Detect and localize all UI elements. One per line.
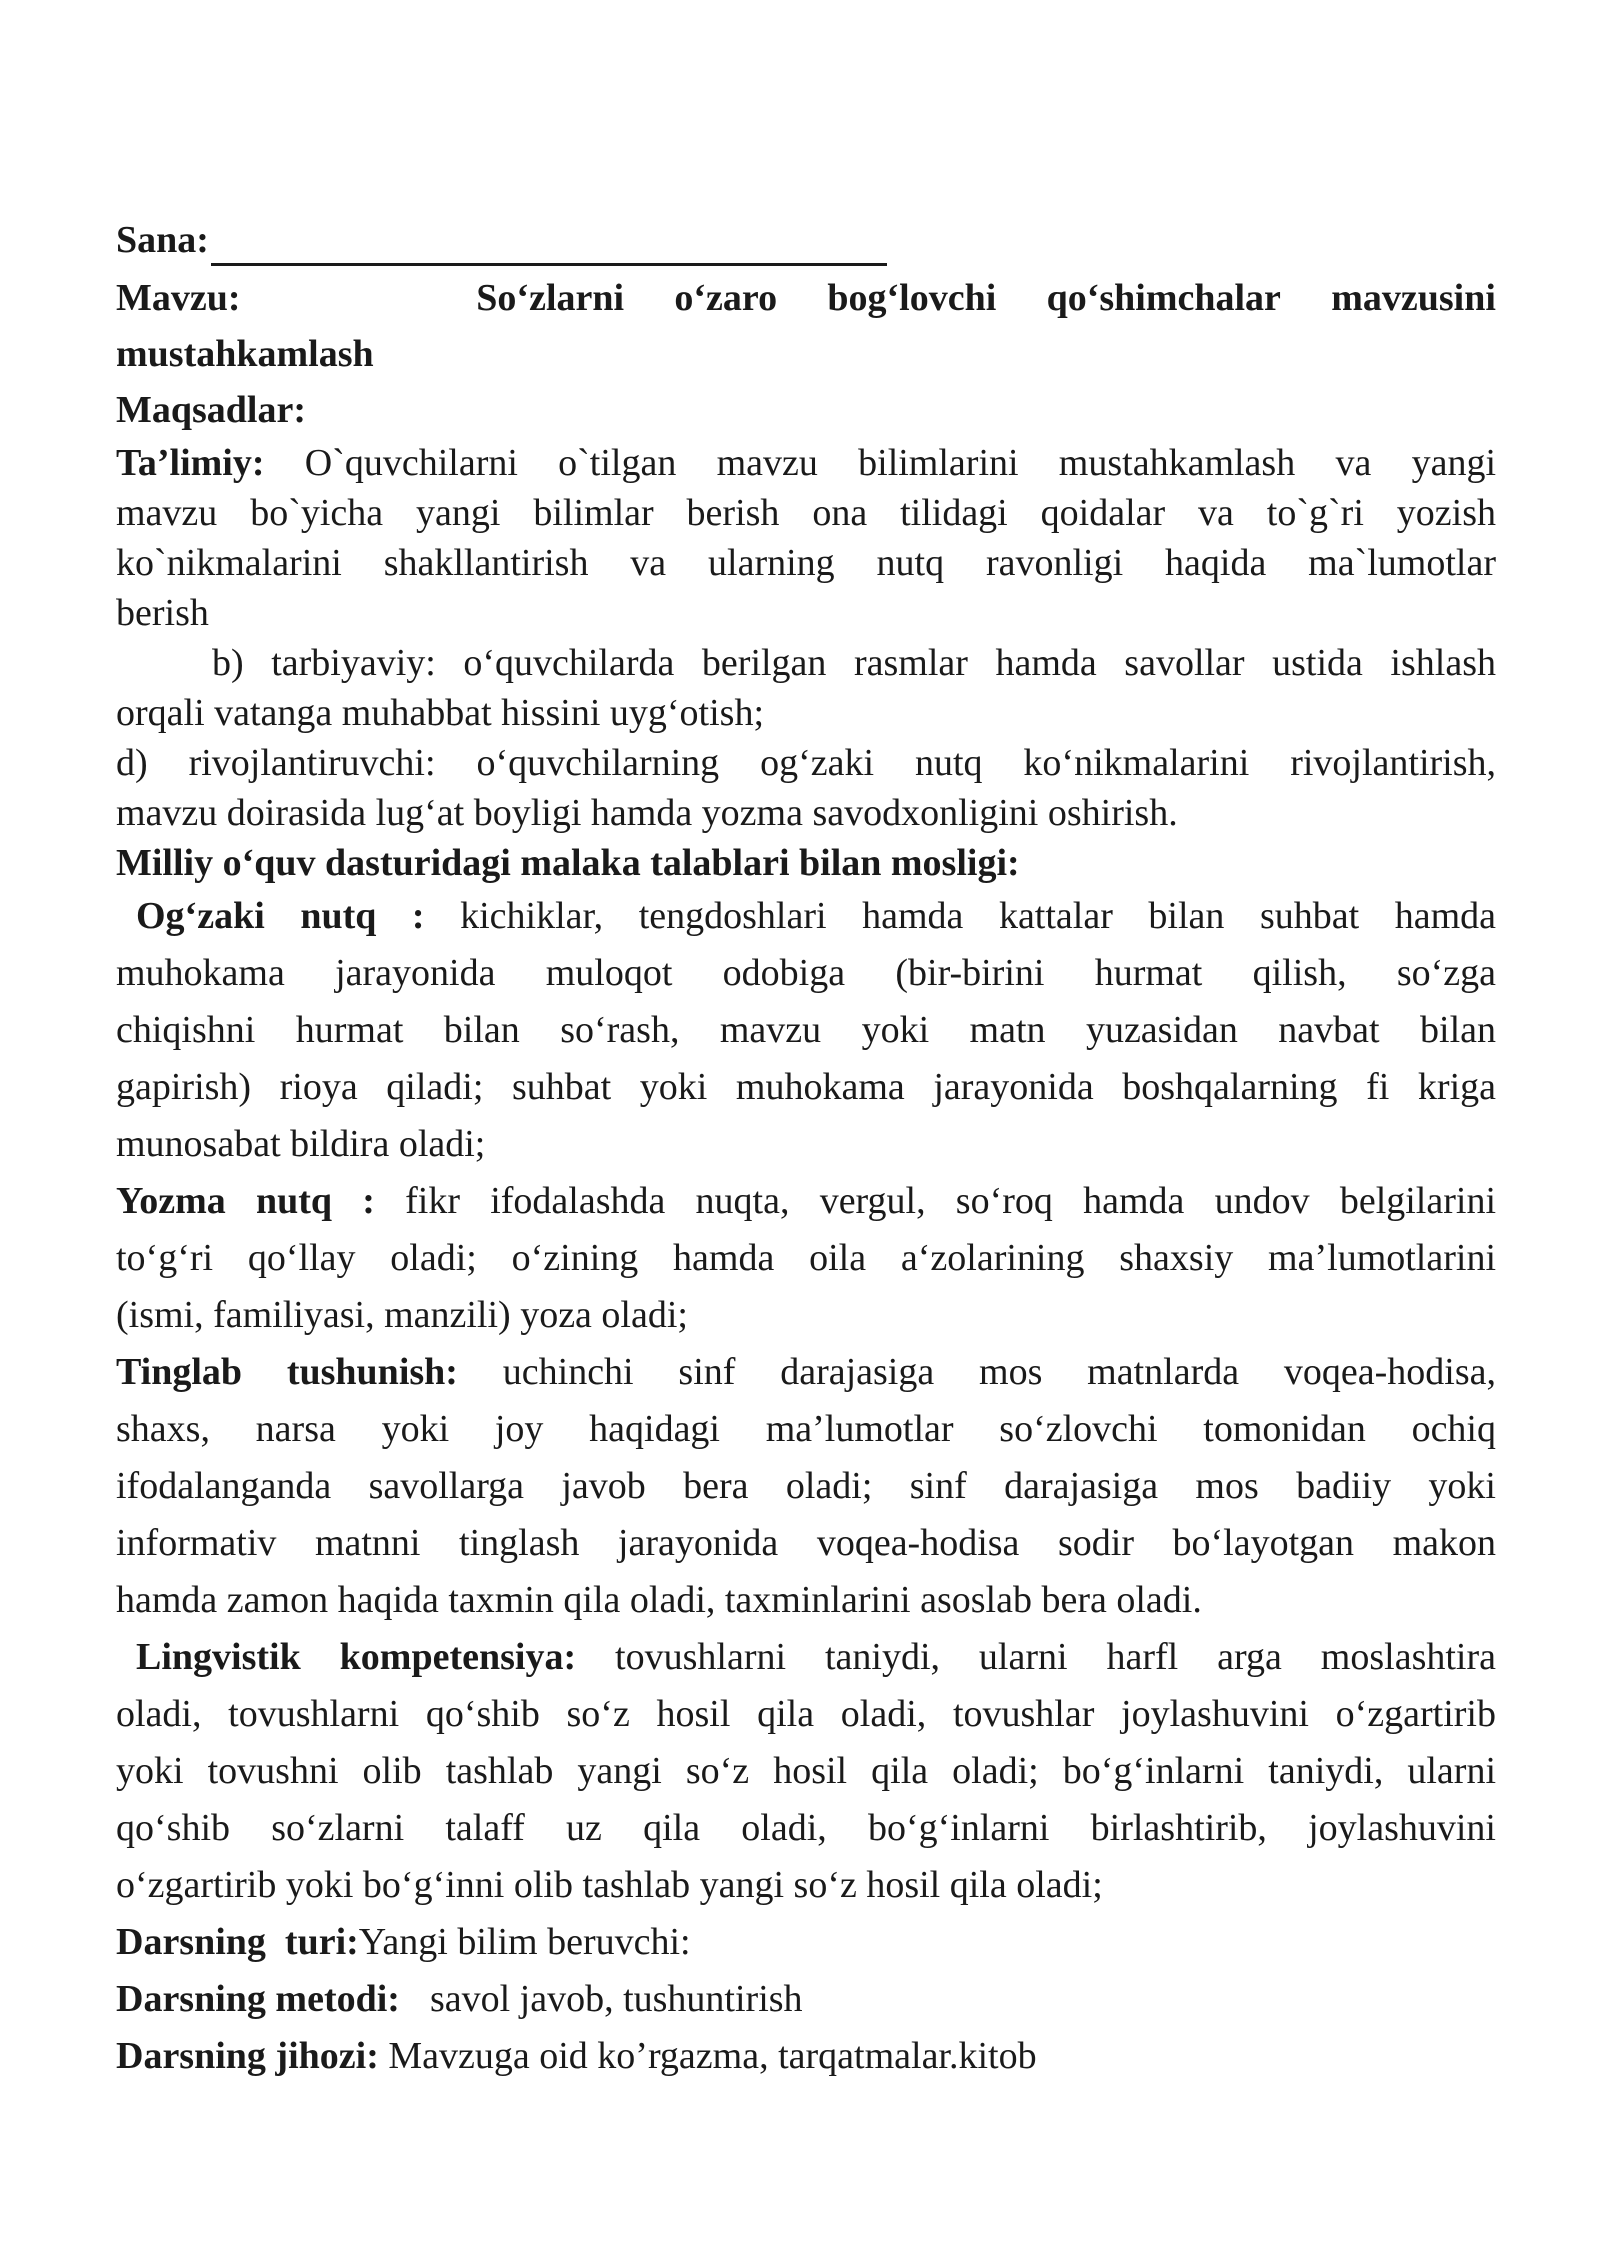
text-line: oladi, tovushlarni qo‘shib so‘z hosil qila oladi, tovushlar joylashuvini o‘zgartirib	[116, 1693, 1496, 1735]
text-line: to‘g‘ri qo‘llay oladi; o‘zining hamda oila a‘zolarining shaxsiy ma’lumotlarini	[116, 1237, 1496, 1279]
topic-word: bog‘lovchi	[827, 277, 997, 319]
text-line	[116, 438, 1496, 488]
linguistic-section	[116, 1629, 1496, 1914]
text-line	[116, 1173, 1496, 1230]
text-line: informativ matnni tinglash jarayonida voqea-hodisa sodir bo‘layotgan makon	[116, 1522, 1496, 1564]
text-line: (ismi, familiyasi, manzili) yoza oladi;	[116, 1294, 688, 1336]
date-blank-line	[211, 225, 887, 266]
listening-section	[116, 1344, 1496, 1629]
upbringing-goal	[116, 638, 1496, 738]
oral-speech-label: Og‘zaki nutq :	[136, 895, 425, 937]
text-line: shaxs, narsa yoki joy haqidagi ma’lumotlar so‘zlovchi tomonidan ochiq	[116, 1408, 1496, 1450]
text-line: muhokama jarayonida muloqot odobiga (bir-birini hurmat qilish, so‘zga	[116, 952, 1496, 994]
topic-word: So‘zlarni	[476, 277, 625, 319]
text-line: ifodalanganda savollarga javob bera oladi; sinf darajasiga mos badiiy yoki	[116, 1465, 1496, 1507]
linguistic-label: Lingvistik kompetensiya:	[136, 1636, 577, 1678]
topic-continuation: mustahkamlash	[116, 333, 374, 375]
document-page	[116, 214, 1496, 2085]
goals-heading: Maqsadlar:	[116, 389, 306, 431]
topic-word: qo‘shimchalar	[1046, 277, 1281, 319]
lesson-equipment-label: Darsning jihozi:	[116, 2035, 379, 2077]
lesson-method-value: savol javob, tushuntirish	[429, 1978, 803, 2020]
text-line: yoki tovushni olib tashlab yangi so‘z hosil qila oladi; bo‘g‘inlarni taniydi, ularni	[116, 1750, 1496, 1792]
text-line: mavzu bo`yicha yangi bilimlar berish ona tilidagi qoidalar va to`g`ri yozish	[116, 492, 1496, 534]
written-speech-label: Yozma nutq :	[116, 1180, 375, 1222]
oral-speech-section	[116, 888, 1496, 1173]
text-line: gapirish) rioya qiladi; suhbat yoki muhokama jarayonida boshqalarning fi kriga	[116, 1066, 1496, 1108]
lesson-type-line	[116, 1914, 1496, 1971]
text-line: munosabat bildira oladi;	[116, 1123, 486, 1165]
text-line: hamda zamon haqida taxmin qila oladi, taxminlarini asoslab bera oladi.	[116, 1579, 1202, 1621]
lesson-equipment-line	[116, 2028, 1496, 2085]
text-line	[116, 1344, 1496, 1401]
text-span: tovushlarni taniydi, ularni harfl arga moslashtira	[615, 1636, 1496, 1678]
text-line: qo‘shib so‘zlarni talaff uz qila oladi, bo‘g‘inlarni birlashtirib, joylashuvini	[116, 1807, 1496, 1849]
text-line: mavzu doirasida lug‘at boyligi hamda yozma savodxonligini oshirish.	[116, 792, 1178, 834]
text-line: orqali vatanga muhabbat hissini uyg‘otish;	[116, 692, 765, 734]
lesson-type-label: Darsning turi:	[116, 1921, 359, 1963]
educational-goal	[116, 438, 1496, 638]
lesson-equipment-value: Mavzuga oid ko’rgazma, tarqatmalar.kitob	[388, 2035, 1037, 2077]
text-span: uchinchi sinf darajasiga mos matnlarda voqea-hodisa,	[502, 1351, 1497, 1393]
date-label: Sana:	[116, 219, 209, 261]
text-span: kichiklar, tengdoshlari hamda kattalar bilan suhbat hamda	[460, 895, 1496, 937]
text-line: berish	[116, 592, 209, 634]
date-line	[116, 214, 1496, 266]
text-line: ko`nikmalarini shakllantirish va ularning nutq ravonligi haqida ma`lumotlar	[116, 542, 1496, 584]
text-line: chiqishni hurmat bilan so‘rash, mavzu yoki matn yuzasidan navbat bilan	[116, 1009, 1496, 1051]
educational-label: Ta’limiy:	[116, 442, 265, 484]
text-line: b) tarbiyaviy: o‘quvchilarda berilgan rasmlar hamda savollar ustida ishlash	[212, 642, 1496, 684]
text-span: fikr ifodalashda nuqta, vergul, so‘roq hamda undov belgilarini	[405, 1180, 1496, 1222]
lesson-type-value: Yangi bilim beruvchi:	[358, 1921, 691, 1963]
text-line	[116, 1629, 1496, 1686]
topic-label: Mavzu:	[116, 277, 241, 319]
text-span: O`quvchilarni o`tilgan mavzu bilimlarini mustahkamlash va yangi	[304, 442, 1496, 484]
text-line	[116, 888, 1496, 945]
text-line: d) rivojlantiruvchi: o‘quvchilarning og‘zaki nutq ko‘nikmalarini rivojlantirish,	[116, 742, 1496, 784]
written-speech-section	[116, 1173, 1496, 1344]
lesson-method-line	[116, 1971, 1496, 2028]
text-line: o‘zgartirib yoki bo‘g‘inni olib tashlab yangi so‘z hosil qila oladi;	[116, 1864, 1103, 1906]
lesson-method-label: Darsning metodi:	[116, 1978, 400, 2020]
developmental-goal	[116, 738, 1496, 838]
listening-label: Tinglab tushunish:	[116, 1351, 458, 1393]
topic-row	[116, 270, 1496, 326]
topic-word: mavzusini	[1331, 277, 1496, 319]
topic-word: o‘zaro	[674, 277, 778, 319]
curriculum-heading: Milliy o‘quv dasturidagi malaka talablari bilan mosligi:	[116, 842, 1020, 884]
